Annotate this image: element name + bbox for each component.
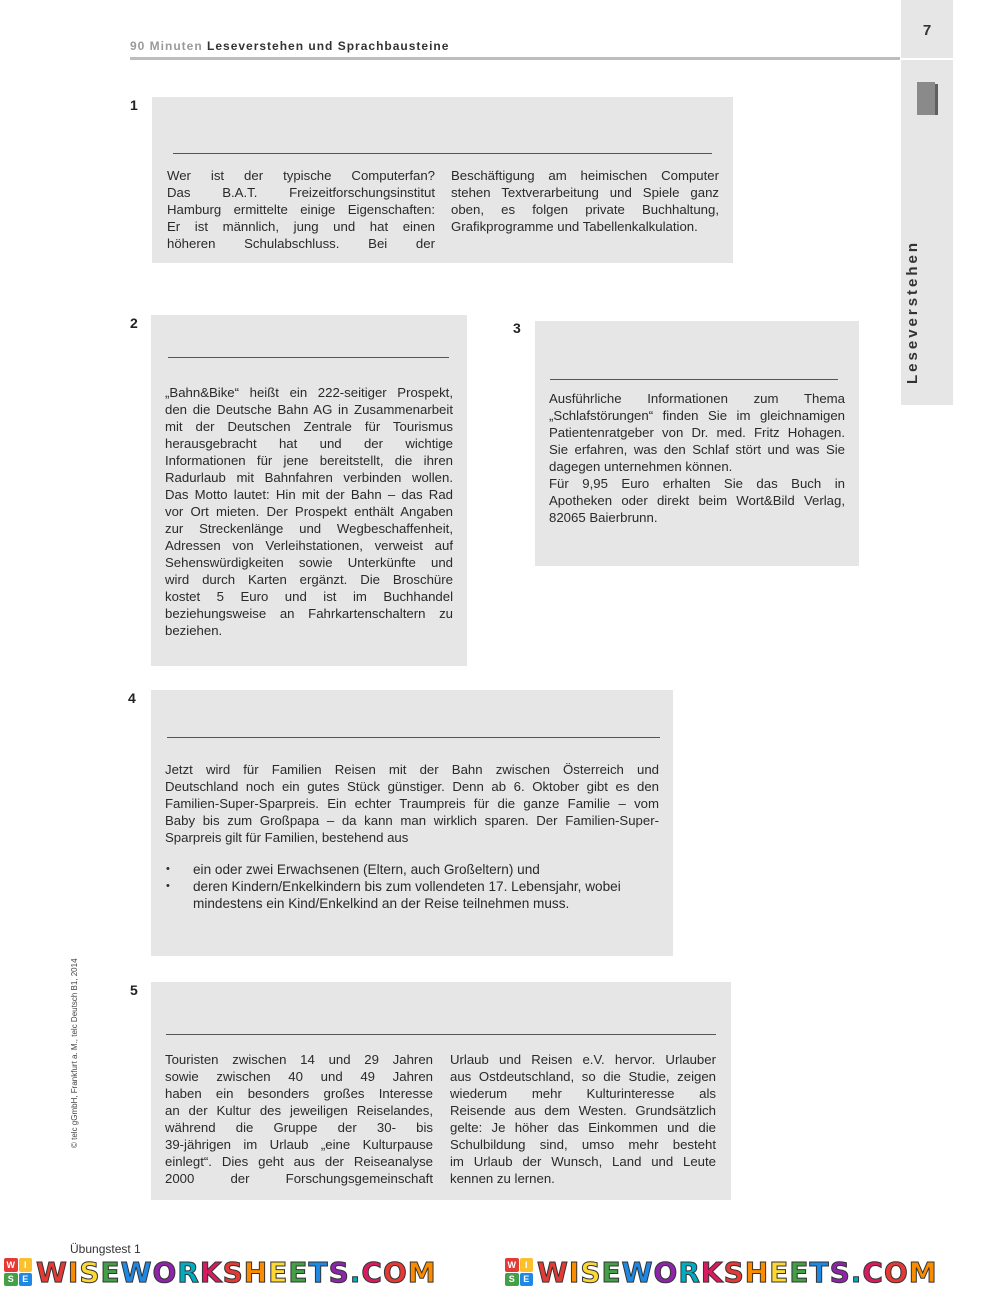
list-item: • ein oder zwei Erwachsenen (Eltern, auch Großeltern) und [166, 861, 660, 878]
line: wiederum mehr Kulturinteresse als [450, 1086, 716, 1101]
watermark-letter: S [580, 1255, 602, 1289]
watermark-letter: E [268, 1255, 289, 1289]
watermark-letter: W [621, 1255, 654, 1289]
logo-letter: I [520, 1258, 534, 1272]
watermark-text [537, 1256, 938, 1289]
watermark-letter: S [222, 1255, 244, 1289]
line: aus Ostdeutschland, so die Studie, zeigen [450, 1069, 716, 1084]
text-1-col1 [167, 167, 435, 252]
watermark-left [4, 1256, 437, 1288]
watermark-letter: E [769, 1255, 790, 1289]
line: höheren Schulabschluss. Bei der [167, 236, 435, 251]
line: Urlaub und Reisen e.V. hervor. Urlauber [450, 1052, 716, 1067]
watermark-letter: K [199, 1255, 223, 1289]
watermark-letter: K [700, 1255, 724, 1289]
watermark-right [505, 1256, 938, 1288]
line: sowie zwischen 40 und 49 Jahren [165, 1069, 433, 1084]
logo-letter: W [505, 1258, 519, 1272]
page-number: 7 [922, 22, 932, 39]
line: im Urlaub der Wunsch, Land und Leute [450, 1154, 716, 1169]
line: Das B.A.T. Freizeitforschungsinstitut [167, 185, 435, 200]
line: 39-jährigen im Urlaub „eine Kulturpause [165, 1137, 433, 1152]
line: vor Ort mieten. Der Prospekt enthält Angaben [165, 504, 453, 519]
heading-blank-3 [550, 379, 838, 380]
watermark-letter: O [883, 1255, 909, 1289]
watermark-letter: S [829, 1255, 851, 1289]
section-number-3: 3 [513, 320, 521, 336]
watermark-letter: S [328, 1255, 350, 1289]
watermark-letter: T [809, 1255, 830, 1289]
watermark-letter: I [67, 1255, 80, 1289]
footer-label: Übungstest 1 [70, 1242, 141, 1256]
heading-blank-1 [173, 153, 712, 154]
watermark-logo-icon [4, 1258, 32, 1286]
line: Hamburg ermittelte einige Eigenschaften: [167, 202, 435, 217]
watermark-letter: C [862, 1255, 884, 1289]
line: Reisende aus dem Westen. Grundsätzlich [450, 1103, 716, 1118]
line: kennen zu lernen. [450, 1171, 555, 1186]
line: Er ist männlich, jung und hat einen [167, 219, 435, 234]
logo-letter: I [19, 1258, 33, 1272]
text-3 [549, 390, 845, 526]
watermark-letter: R [177, 1255, 200, 1289]
page-header [130, 39, 449, 53]
text-5-col2 [450, 1051, 716, 1187]
watermark-letter: M [407, 1255, 437, 1289]
line: Wer ist der typische Computerfan? [167, 168, 435, 183]
logo-letter: S [505, 1273, 519, 1287]
section-label: Leseverstehen [904, 239, 921, 384]
watermark-letter: W [36, 1255, 68, 1289]
watermark-letter: . [850, 1255, 863, 1289]
logo-letter: E [520, 1273, 534, 1287]
watermark-letter: H [744, 1255, 770, 1289]
watermark-letter: E [288, 1255, 309, 1289]
watermark-letter: E [601, 1255, 622, 1289]
watermark-letter: O [382, 1255, 408, 1289]
line: dagegen unternehmen können. [549, 459, 733, 474]
line: Adressen von Verleihstationen, verweist auf [165, 538, 453, 553]
watermark-letter: M [908, 1255, 938, 1289]
logo-letter: E [19, 1273, 33, 1287]
line: Ausführliche Informationen zum Thema [549, 391, 845, 406]
watermark-letter: I [568, 1255, 581, 1289]
header-rule [130, 57, 900, 60]
text-2 [165, 384, 453, 639]
line: Informationen für jene bereitstellt, die ihren [165, 453, 453, 468]
watermark-letter: H [243, 1255, 269, 1289]
line: Baby bis zum Großpapa – da kann man wirklich sparen. Der Familien-Super- [165, 813, 659, 828]
section-number-4: 4 [128, 690, 136, 706]
line: herausgebracht hat und der wichtige [165, 436, 453, 451]
watermark-letter: R [678, 1255, 701, 1289]
heading-blank-4 [167, 737, 660, 738]
watermark-letter: O [152, 1255, 178, 1289]
line: Grafikprogramme und Tabellenkalkulation. [451, 219, 698, 234]
watermark-letter: W [120, 1255, 153, 1289]
line: Für 9,95 Euro erhalten Sie das Buch in [549, 476, 845, 491]
book-icon [917, 82, 938, 115]
line: Deutschland noch ein gutes Stück günstiger. Denn ab 6. Oktober gibt es den [165, 779, 659, 794]
line: einlegt“. Dies geht aus der Reiseanalyse [165, 1154, 433, 1169]
family-criteria-list [166, 861, 660, 912]
watermark-letter: S [79, 1255, 101, 1289]
watermark-text [36, 1256, 437, 1289]
header-title: Leseverstehen und Sprachbausteine [207, 39, 450, 53]
line: Beschäftigung am heimischen Computer [451, 168, 719, 183]
heading-blank-2 [168, 357, 449, 358]
watermark-letter: T [308, 1255, 329, 1289]
line: Jetzt wird für Familien Reisen mit der Bahn zwischen Österreich und [165, 762, 659, 777]
line: beziehen. [165, 623, 223, 638]
section-number-2: 2 [130, 315, 138, 331]
line: Das Motto lautet: Hin mit der Bahn – das Rad [165, 487, 453, 502]
watermark-letter: S [723, 1255, 745, 1289]
line: „Bahn&Bike“ heißt ein 222-seitiger Prospekt, [165, 385, 453, 400]
line: beziehungsweise an Fahrkartenschaltern zu [165, 606, 453, 621]
line: stehen Textverarbeitung und Spiele ganz [451, 185, 719, 200]
line: an der Kultur des jeweiligen Reiselandes, [165, 1103, 433, 1118]
watermark-letter: C [361, 1255, 383, 1289]
line: Familien-Super-Sparpreis. Ein echter Traumpreis für die ganze Familie – vom [165, 796, 659, 811]
line: 82065 Baierbrunn. [549, 510, 658, 525]
line: haben ein besonders großes Interesse [165, 1086, 433, 1101]
text-1-col2 [451, 167, 719, 235]
logo-letter: W [4, 1258, 18, 1272]
line: Radurlaub mit Bahnfahren verbinden wollen. [165, 470, 453, 485]
line: den die Deutsche Bahn AG in Zusammenarbeit [165, 402, 453, 417]
line: Sparpreis gilt für Familien, bestehend aus [165, 830, 409, 845]
watermark-letter: E [100, 1255, 121, 1289]
logo-letter: S [4, 1273, 18, 1287]
line: Sehenswürdigkeiten sowie Unterkünfte und [165, 555, 453, 570]
line: oben, es folgen private Buchhaltung, [451, 202, 719, 217]
line: wird durch Karten ergänzt. Die Broschüre [165, 572, 453, 587]
section-number-1: 1 [130, 97, 138, 113]
text-4 [165, 761, 659, 846]
line: mit der Deutschen Zentrale für Tourismus [165, 419, 453, 434]
line: Patientenratgeber von Dr. med. Fritz Hohagen. [549, 425, 845, 440]
line: Sie erfahren, was den Schlaf stört und was Sie [549, 442, 845, 457]
header-prefix: 90 Minuten [130, 39, 203, 53]
watermark-letter: . [349, 1255, 362, 1289]
line: zur Streckenlänge und Wegbeschaffenheit, [165, 521, 453, 536]
line: Touristen zwischen 14 und 29 Jahren [165, 1052, 433, 1067]
text-5-col1 [165, 1051, 433, 1187]
line: kostet 5 Euro und ist im Buchhandel [165, 589, 453, 604]
watermark-logo-icon [505, 1258, 533, 1286]
line: Apotheken oder direkt beim Wort&Bild Verlag, [549, 493, 845, 508]
list-item: • deren Kindern/Enkelkindern bis zum vollendeten 17. Lebensjahr, wobei mindestens ein Kind/Enkelkind an der Reise teilnehmen muss. [166, 878, 660, 912]
line: „Schlafstörungen“ finden Sie im gleichnamigen [549, 408, 845, 423]
line: Schulbildung sind, umso mehr besteht [450, 1137, 716, 1152]
heading-blank-5 [166, 1034, 716, 1035]
watermark-letter: O [653, 1255, 679, 1289]
watermark-letter: W [537, 1255, 569, 1289]
line: während die Gruppe der 30- bis [165, 1120, 433, 1135]
copyright-note: © telc gGmbH, Frankfurt a. M., telc Deutsch B1, 2014 [70, 958, 79, 1148]
line: gelte: Je höher das Einkommen und die [450, 1120, 716, 1135]
side-tab-divider [901, 58, 953, 60]
watermark-letter: E [789, 1255, 810, 1289]
section-number-5: 5 [130, 982, 138, 998]
line: 2000 der Forschungsgemeinschaft [165, 1171, 433, 1186]
